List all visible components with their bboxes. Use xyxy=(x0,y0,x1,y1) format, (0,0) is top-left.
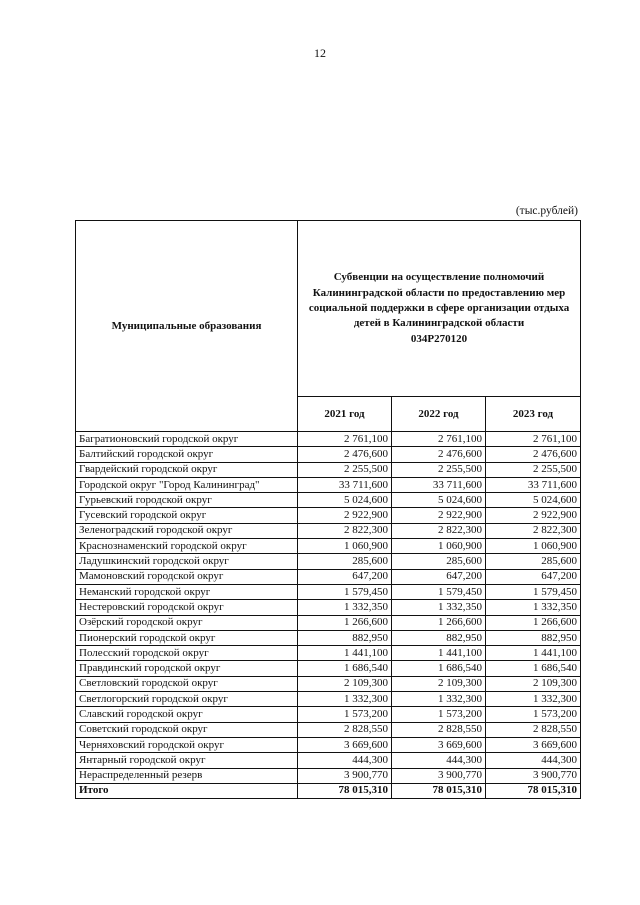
total-row xyxy=(76,783,581,798)
value-2023: 2 255,500 xyxy=(486,462,581,477)
value-2023: 1 686,540 xyxy=(486,661,581,676)
header-year-2023: 2023 год xyxy=(486,397,581,432)
value-2023: 882,950 xyxy=(486,630,581,645)
value-2021: 2 761,100 xyxy=(298,432,392,447)
header-subvention-code: 034Р270120 xyxy=(410,332,468,345)
value-2023: 1 441,100 xyxy=(486,646,581,661)
value-2022: 1 573,200 xyxy=(392,707,486,722)
value-2021: 2 476,600 xyxy=(298,447,392,462)
table-row xyxy=(76,600,581,615)
value-2022: 2 255,500 xyxy=(392,462,486,477)
municipality-name: Неманский городской округ xyxy=(76,584,298,599)
value-2023: 2 476,600 xyxy=(486,447,581,462)
value-2023: 647,200 xyxy=(486,569,581,584)
table-row xyxy=(76,584,581,599)
value-2022: 5 024,600 xyxy=(392,493,486,508)
value-2021: 2 822,300 xyxy=(298,523,392,538)
table-row xyxy=(76,630,581,645)
total-2021: 78 015,310 xyxy=(298,783,392,798)
value-2022: 285,600 xyxy=(392,554,486,569)
value-2021: 1 332,350 xyxy=(298,600,392,615)
municipality-name: Правдинский городской округ xyxy=(76,661,298,676)
table-row xyxy=(76,508,581,523)
value-2021: 647,200 xyxy=(298,569,392,584)
value-2022: 1 332,350 xyxy=(392,600,486,615)
value-2021: 5 024,600 xyxy=(298,493,392,508)
value-2022: 2 822,300 xyxy=(392,523,486,538)
total-2023: 78 015,310 xyxy=(486,783,581,798)
municipality-name: Озёрский городской округ xyxy=(76,615,298,630)
table-row xyxy=(76,523,581,538)
value-2022: 1 060,900 xyxy=(392,539,486,554)
header-year-2021: 2021 год xyxy=(298,397,392,432)
municipality-name: Багратионовский городской округ xyxy=(76,432,298,447)
value-2021: 1 573,200 xyxy=(298,707,392,722)
units-label: (тыс.рублей) xyxy=(515,205,578,217)
value-2022: 3 669,600 xyxy=(392,737,486,752)
table-row xyxy=(76,569,581,584)
table-row xyxy=(76,462,581,477)
value-2022: 1 332,300 xyxy=(392,692,486,707)
table-row xyxy=(76,646,581,661)
value-2023: 1 266,600 xyxy=(486,615,581,630)
municipality-name: Зеленоградский городской округ xyxy=(76,523,298,538)
value-2023: 1 579,450 xyxy=(486,584,581,599)
value-2023: 2 109,300 xyxy=(486,676,581,691)
value-2021: 1 686,540 xyxy=(298,661,392,676)
table-row xyxy=(76,722,581,737)
value-2023: 1 332,300 xyxy=(486,692,581,707)
municipality-name: Гвардейский городской округ xyxy=(76,462,298,477)
value-2022: 2 828,550 xyxy=(392,722,486,737)
table-row xyxy=(76,753,581,768)
value-2023: 33 711,600 xyxy=(486,477,581,492)
municipality-name: Ладушкинский городской округ xyxy=(76,554,298,569)
value-2023: 2 828,550 xyxy=(486,722,581,737)
header-subvention-title: Субвенции на осуществление полномочий Калининградской области по предоставлению мер социальной поддержки в сфере организации отдыха детей в Калининградской области xyxy=(308,271,570,330)
municipality-name: Гурьевский городской округ xyxy=(76,493,298,508)
value-2022: 1 579,450 xyxy=(392,584,486,599)
value-2023: 3 900,770 xyxy=(486,768,581,783)
value-2023: 3 669,600 xyxy=(486,737,581,752)
municipality-name: Нераспределенный резерв xyxy=(76,768,298,783)
table-row xyxy=(76,707,581,722)
value-2022: 1 686,540 xyxy=(392,661,486,676)
value-2022: 3 900,770 xyxy=(392,768,486,783)
page-number: 12 xyxy=(314,46,326,60)
table-row xyxy=(76,554,581,569)
value-2021: 33 711,600 xyxy=(298,477,392,492)
table-row xyxy=(76,661,581,676)
table-row xyxy=(76,539,581,554)
value-2021: 1 060,900 xyxy=(298,539,392,554)
total-2022: 78 015,310 xyxy=(392,783,486,798)
value-2021: 1 441,100 xyxy=(298,646,392,661)
table-row xyxy=(76,447,581,462)
value-2022: 2 109,300 xyxy=(392,676,486,691)
header-year-2022: 2022 год xyxy=(392,397,486,432)
total-label: Итого xyxy=(76,783,298,798)
municipality-name: Славский городской округ xyxy=(76,707,298,722)
value-2022: 882,950 xyxy=(392,630,486,645)
value-2022: 647,200 xyxy=(392,569,486,584)
value-2023: 444,300 xyxy=(486,753,581,768)
table-row xyxy=(76,477,581,492)
municipality-name: Полесский городской округ xyxy=(76,646,298,661)
value-2021: 2 109,300 xyxy=(298,676,392,691)
municipality-name: Пионерский городской округ xyxy=(76,630,298,645)
value-2023: 1 573,200 xyxy=(486,707,581,722)
value-2021: 285,600 xyxy=(298,554,392,569)
municipality-name: Светловский городской округ xyxy=(76,676,298,691)
municipality-name: Нестеровский городской округ xyxy=(76,600,298,615)
value-2021: 3 900,770 xyxy=(298,768,392,783)
value-2021: 1 332,300 xyxy=(298,692,392,707)
value-2023: 2 822,300 xyxy=(486,523,581,538)
value-2021: 2 255,500 xyxy=(298,462,392,477)
value-2022: 33 711,600 xyxy=(392,477,486,492)
value-2022: 444,300 xyxy=(392,753,486,768)
municipality-name: Краснознаменский городской округ xyxy=(76,539,298,554)
value-2023: 2 922,900 xyxy=(486,508,581,523)
value-2021: 444,300 xyxy=(298,753,392,768)
table-row xyxy=(76,493,581,508)
value-2023: 1 332,350 xyxy=(486,600,581,615)
header-municipality: Муниципальные образования xyxy=(76,221,298,432)
municipality-name: Черняховский городской округ xyxy=(76,737,298,752)
table-row xyxy=(76,692,581,707)
value-2021: 3 669,600 xyxy=(298,737,392,752)
value-2022: 2 922,900 xyxy=(392,508,486,523)
value-2023: 1 060,900 xyxy=(486,539,581,554)
table-row xyxy=(76,615,581,630)
subvention-table xyxy=(75,220,581,799)
municipality-name: Янтарный городской округ xyxy=(76,753,298,768)
table-body xyxy=(76,432,581,784)
value-2023: 285,600 xyxy=(486,554,581,569)
municipality-name: Советский городской округ xyxy=(76,722,298,737)
table-row xyxy=(76,676,581,691)
table-row xyxy=(76,768,581,783)
value-2021: 2 828,550 xyxy=(298,722,392,737)
value-2021: 2 922,900 xyxy=(298,508,392,523)
header-subvention xyxy=(298,221,581,397)
value-2021: 882,950 xyxy=(298,630,392,645)
table-row xyxy=(76,432,581,447)
value-2023: 5 024,600 xyxy=(486,493,581,508)
value-2021: 1 266,600 xyxy=(298,615,392,630)
municipality-name: Городской округ "Город Калининград" xyxy=(76,477,298,492)
municipality-name: Балтийский городской округ xyxy=(76,447,298,462)
value-2022: 2 476,600 xyxy=(392,447,486,462)
municipality-name: Светлогорский городской округ xyxy=(76,692,298,707)
value-2022: 2 761,100 xyxy=(392,432,486,447)
value-2021: 1 579,450 xyxy=(298,584,392,599)
value-2023: 2 761,100 xyxy=(486,432,581,447)
municipality-name: Мамоновский городской округ xyxy=(76,569,298,584)
municipality-name: Гусевский городской округ xyxy=(76,508,298,523)
value-2022: 1 441,100 xyxy=(392,646,486,661)
value-2022: 1 266,600 xyxy=(392,615,486,630)
table-row xyxy=(76,737,581,752)
